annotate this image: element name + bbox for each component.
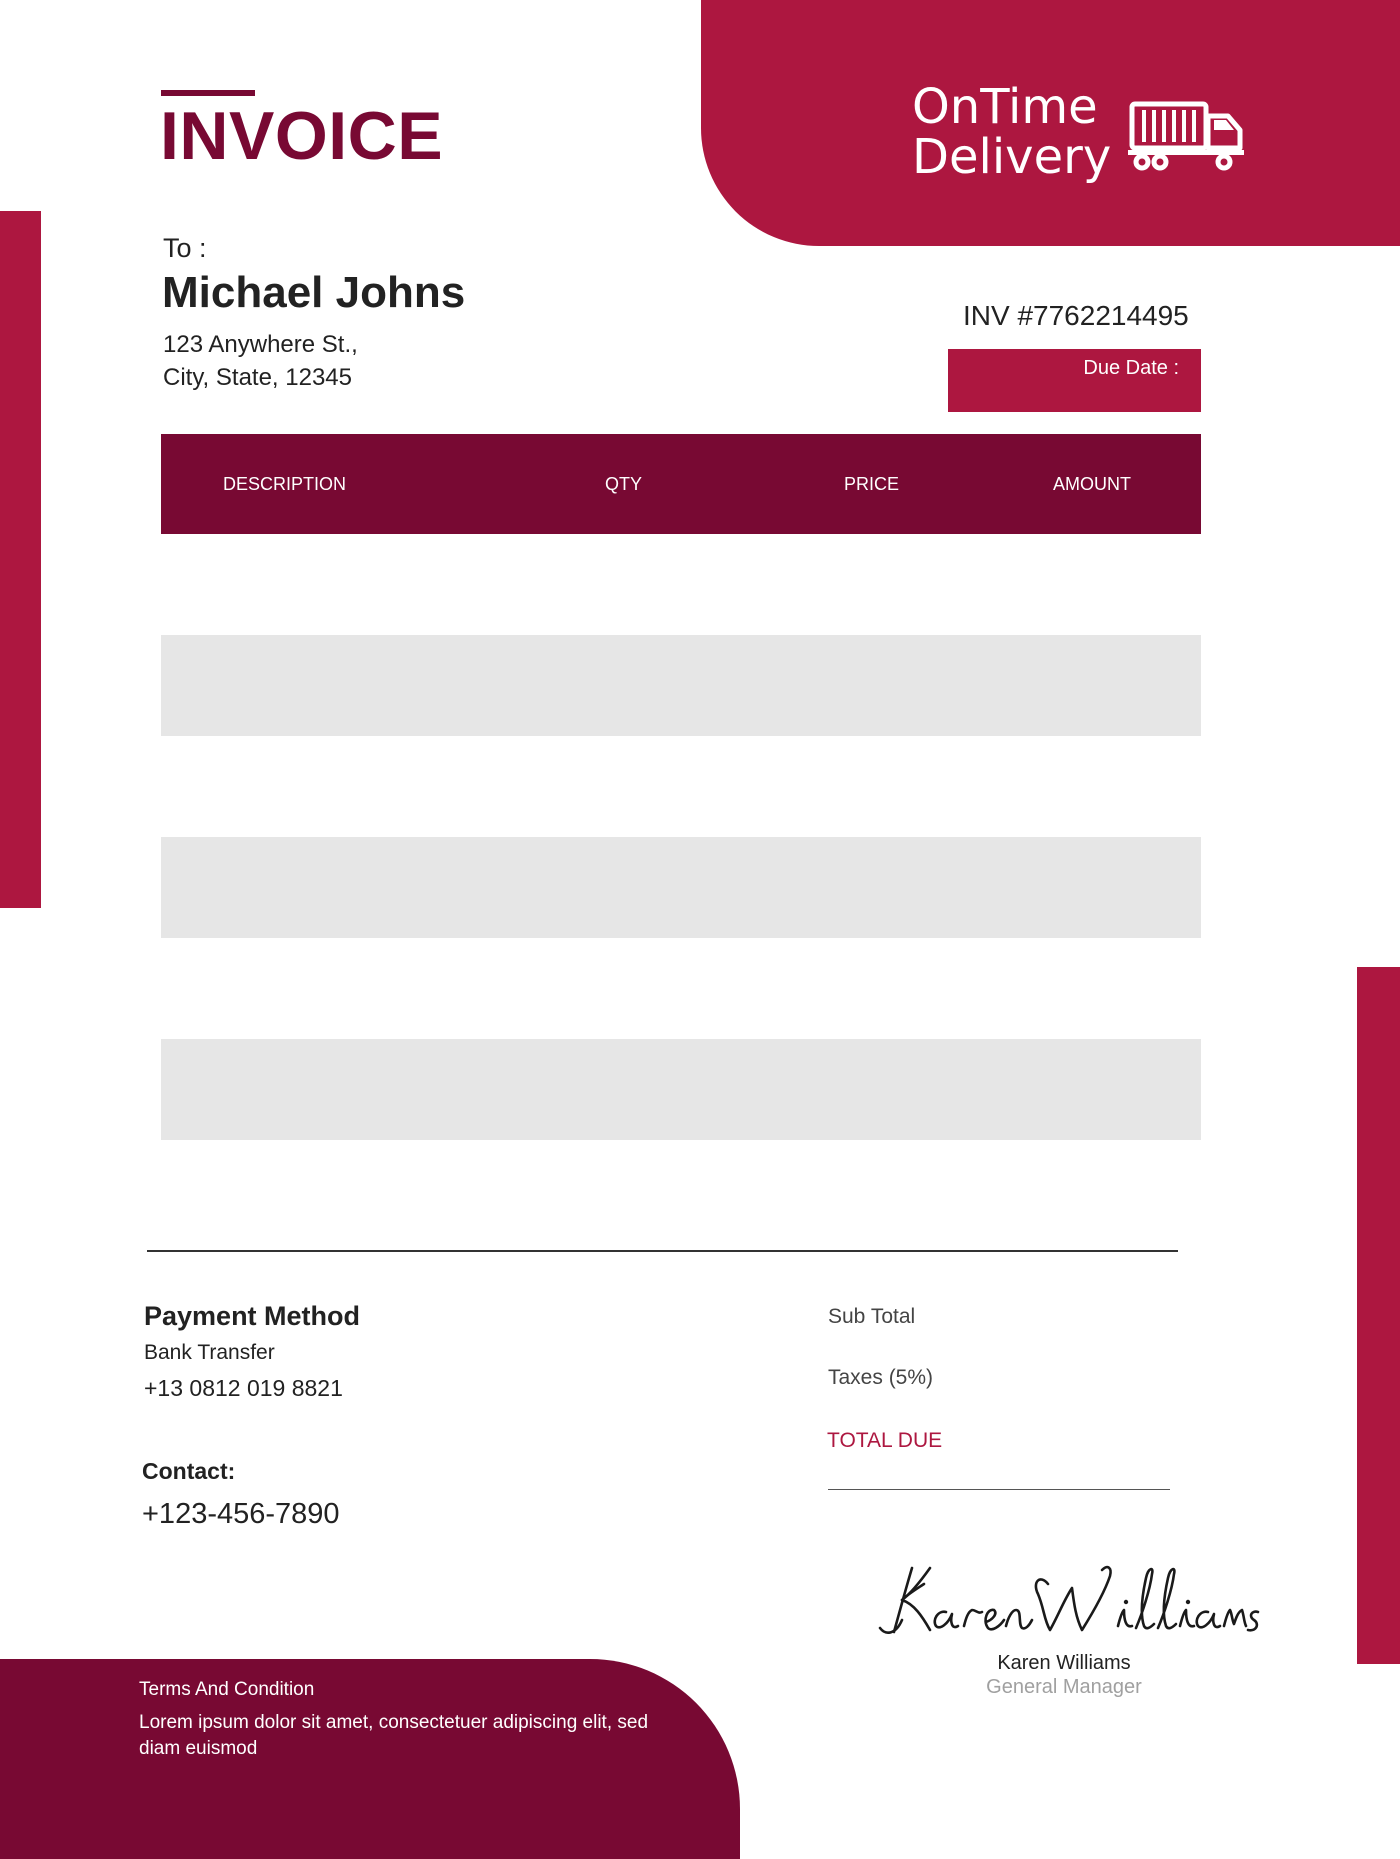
subtotal-label: Sub Total — [828, 1305, 916, 1328]
truck-icon — [1128, 100, 1248, 172]
table-row — [161, 635, 1201, 736]
left-accent-bar — [0, 211, 41, 908]
table-row — [161, 534, 1201, 635]
signatory-role: General Manager — [986, 1676, 1142, 1698]
section-divider — [147, 1250, 1178, 1252]
table-row — [161, 736, 1201, 837]
terms-body: Lorem ipsum dolor sit amet, consectetuer adipiscing elit, sed diam euismod — [139, 1712, 649, 1759]
due-date-label: Due Date : — [1083, 357, 1179, 379]
signature-image — [872, 1554, 1262, 1640]
table-header — [161, 434, 1201, 534]
column-header-qty: QTY — [605, 474, 643, 494]
signatory-name: Karen Williams — [997, 1652, 1131, 1674]
table-row — [161, 938, 1201, 1039]
logo-line-1: OnTime — [912, 79, 1098, 135]
due-date-box — [948, 349, 1201, 412]
column-header-description: DESCRIPTION — [223, 474, 347, 494]
taxes-label: Taxes (5%) — [828, 1366, 934, 1389]
title-underline — [161, 90, 255, 96]
page-title: INVOICE — [160, 98, 444, 174]
table-row — [161, 837, 1201, 938]
column-header-price: PRICE — [844, 474, 900, 494]
recipient-name: Michael Johns — [162, 268, 466, 317]
payment-phone: +13 0812 019 8821 — [144, 1375, 343, 1401]
contact-label: Contact: — [142, 1458, 236, 1484]
table-row — [161, 1039, 1201, 1140]
logo-line-2: Delivery — [912, 129, 1112, 185]
total-underline — [828, 1489, 1170, 1490]
address-line-1: 123 Anywhere St., — [163, 331, 358, 358]
terms-title: Terms And Condition — [139, 1679, 315, 1700]
recipient-label: To : — [163, 233, 207, 263]
column-header-amount: AMOUNT — [1053, 474, 1131, 494]
invoice-number: INV #7762214495 — [963, 300, 1189, 331]
address-line-2: City, State, 12345 — [163, 364, 352, 391]
line-items-table — [161, 434, 1201, 1140]
contact-phone: +123-456-7890 — [142, 1498, 340, 1530]
right-accent-bar — [1357, 967, 1400, 1664]
payment-method-title: Payment Method — [144, 1301, 361, 1331]
total-due-label: TOTAL DUE — [827, 1429, 943, 1452]
payment-method-value: Bank Transfer — [144, 1341, 275, 1364]
company-logo — [912, 79, 1112, 185]
recipient-address — [163, 328, 358, 394]
